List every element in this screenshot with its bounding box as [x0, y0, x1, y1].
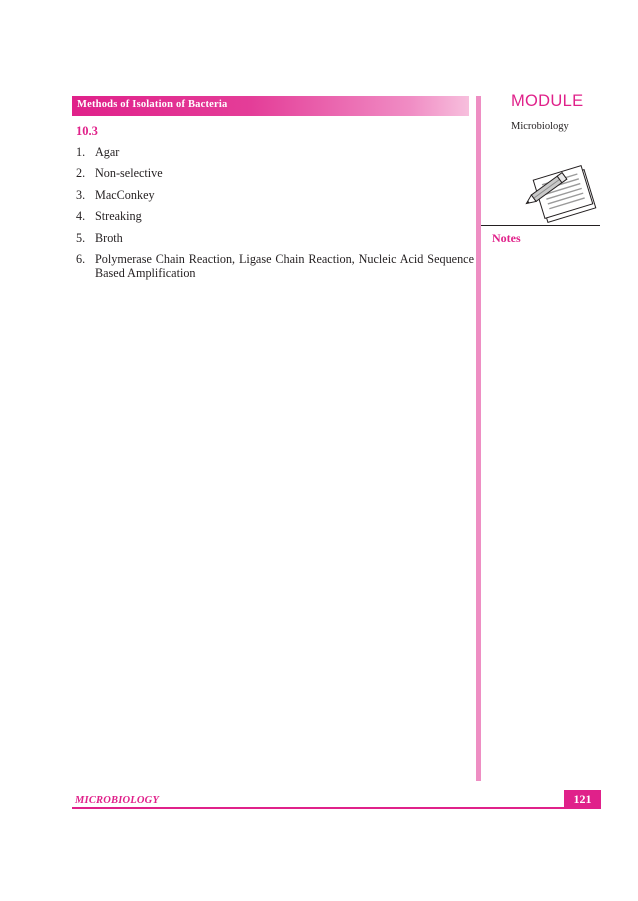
page-number: 121 [564, 790, 601, 809]
section-number: 10.3 [76, 124, 98, 138]
chapter-title: Methods of Isolation of Bacteria [77, 99, 228, 110]
notepad-pencil-icon [505, 160, 601, 232]
footer-book-title: MICROBIOLOGY [75, 795, 160, 806]
chapter-header-bar [72, 96, 469, 116]
item-text: Non-selective [95, 166, 163, 181]
item-number: 5. [76, 230, 86, 245]
notes-label: Notes [492, 231, 521, 245]
item-text: Streaking [95, 209, 142, 224]
answer-list [76, 145, 474, 287]
notes-rule [481, 225, 600, 226]
list-item [76, 252, 474, 280]
module-subject: Microbiology [511, 121, 569, 132]
list-item [76, 188, 474, 202]
item-number: 3. [76, 187, 86, 202]
item-number: 2. [76, 166, 86, 181]
list-item [76, 145, 474, 159]
item-number: 1. [76, 145, 86, 159]
module-label: MODULE [511, 92, 584, 110]
item-number: 6. [76, 251, 86, 266]
list-item [76, 166, 474, 180]
item-number: 4. [76, 209, 86, 224]
list-item [76, 209, 474, 223]
margin-divider [476, 96, 481, 781]
item-text: Broth [95, 230, 123, 245]
item-text: MacConkey [95, 187, 155, 202]
list-item [76, 231, 474, 245]
item-text: Agar [95, 145, 120, 159]
footer-rule [72, 807, 601, 809]
item-text: Polymerase Chain Reaction, Ligase Chain Reaction, Nucleic Acid Sequence Based Amplification [95, 251, 474, 280]
